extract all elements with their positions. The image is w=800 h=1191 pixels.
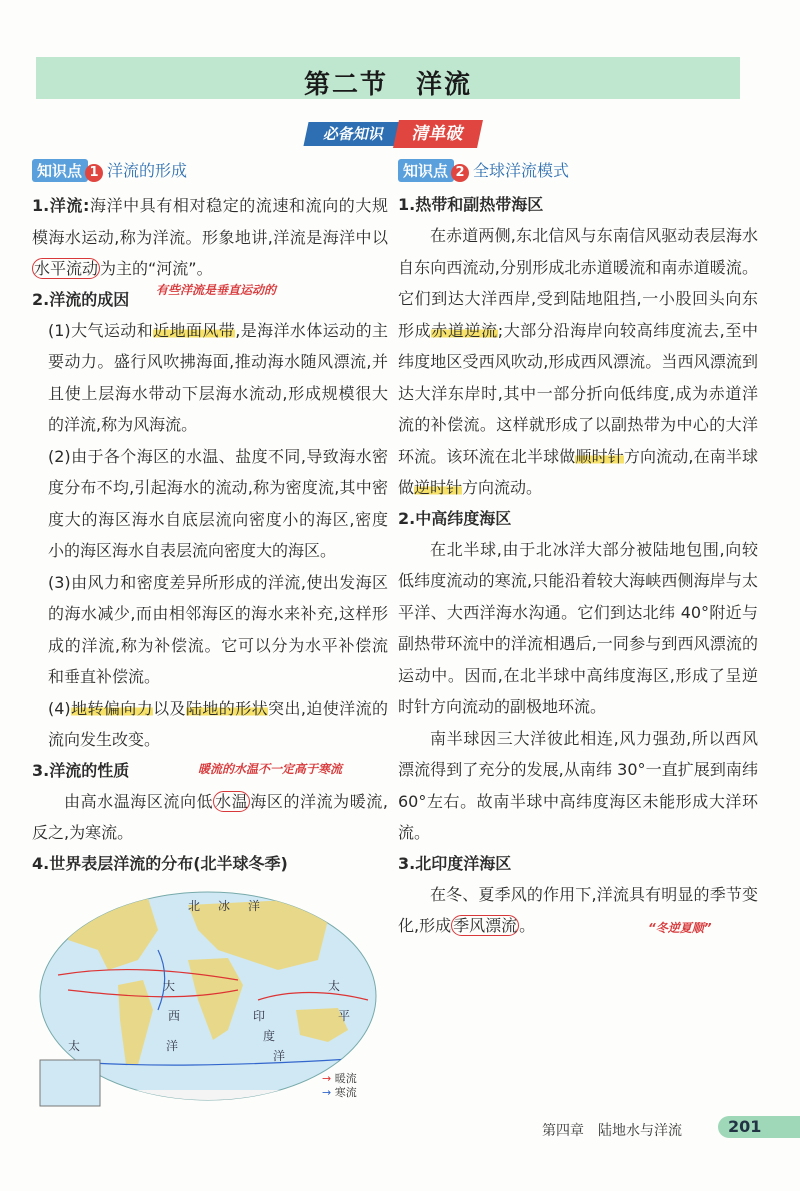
map-legend [322,1072,357,1100]
s2-p4-highlight1: 地转偏向力 [70,698,154,718]
map-label: 平 [338,1009,351,1023]
map-label: 大 [163,979,176,993]
chapter-footer: 第四章 陆地水与洋流 [542,1123,682,1139]
kp2-heading [398,158,758,184]
map-label: 度 [263,1029,276,1043]
r1-heading: 1.热带和副热带海区 [398,195,544,214]
map-label: 洋 [248,899,261,913]
r1-highlight3: 逆时针 [414,478,463,497]
s2-p4-highlight2: 陆地的形状 [185,698,269,718]
cold-arrow-icon: → [322,1086,332,1099]
s2-p2: (2)由于各个海区的水温、盐度不同,导致海水密度分布不均,引起海水的流动,称为密度流,其中密度大的海区海水自底层流向密度小的海区,密度小的海区海水自表层流向密度大的海区。 [48,446,388,560]
s2-p4-a: (4) [48,698,71,718]
inset-map [40,1060,100,1106]
s3-text-c: 海区的洋流为暖流,反之,为寒流。 [32,791,388,842]
map-label: 太 [68,1039,81,1053]
s2-p1 [32,315,388,441]
map-label: 太 [328,979,341,993]
warm-arrow-icon: → [322,1072,332,1085]
section-title-band [36,57,740,99]
badge-left: 必备知识 [303,122,404,146]
s2-p1-a: (1)大气运动和 [48,320,154,340]
s1-heading: 1.洋流: [32,196,90,215]
s2-p4 [32,693,388,756]
kp1-number: 1 [85,164,103,182]
right-column [398,158,758,942]
r2-heading: 2.中高纬度海区 [398,508,512,528]
section-title: 第二节 洋流 [303,70,472,100]
map-label: 洋 [166,1039,179,1053]
r2-para2: 南半球因三大洋彼此相连,风力强劲,所以西风漂流得到了充分的发展,从南纬 30°一直扩展到南纬 60°左右。故南半球中高纬度海区未能形成大洋环流。 [398,728,758,842]
r1-highlight2: 顺时针 [575,446,624,466]
r1-text-a: 在赤道两侧,东北信风与东南信风驱动表层海水自东向西流动,分别形成北赤道暖流和南赤道暖流。它们到达大洋西岸,受到陆地阻挡,一小股回头向东形成 [398,226,758,340]
left-column [32,158,388,879]
kp1-heading [32,158,388,184]
r3-text-a: 在冬、夏季风的作用下,洋流具有明显的季节变化,形成 [398,884,758,935]
s1-circled: 水平流动 [34,259,99,278]
page-number: 201 [718,1116,800,1138]
kp1-title: 洋流的形成 [107,161,188,180]
s2-handwritten-note: 有些洋流是垂直运动的 [156,282,277,297]
map-label: 北 [188,899,201,913]
map-label: 印 [253,1009,266,1023]
legend-warm: 暖流 [334,1072,357,1085]
kp2-title: 全球洋流模式 [473,161,570,180]
s1-text-a: 海洋中具有相对稳定的流速和流向的大规模海水运动,称为洋流。形象地讲,洋流是海洋中以 [32,196,388,247]
s2-p4-e: 突出,迫使洋流的流向发生改变。 [48,698,388,749]
s3-heading: 3.洋流的性质 [32,760,130,780]
s4-heading: 4.世界表层洋流的分布(北半球冬季) [32,853,288,873]
knowledge-badge [306,120,492,148]
s3-handwritten-note: 暖流的水温不一定高于寒流 [198,761,343,776]
s2-p4-c: 以及 [153,698,186,718]
r1-para [398,220,758,504]
r1-text-e: 方向流动,在南半球做 [398,446,758,497]
badge-right: 清单破 [393,120,483,148]
r1-highlight1: 赤道逆流 [431,320,498,340]
s2-p1-c: ,是海洋水体运动的主要动力。盛行风吹拂海面,推动海水随风漂流,并且使上层海水带动下层海水流动,形成规模很大的洋流,称为风海流。 [48,320,388,434]
s2-p1-highlight: 近地面风带 [153,320,236,340]
r1-text-c: ;大部分沿海岸向较高纬度流去,至中纬度地区受西风吹动,形成西风漂流。当西风漂流到达大洋东岸时,其中一部分折向低纬度,成为赤道洋流的补偿流。这样就形成了以副热带为中心的大洋环流。该环流在北半球做 [398,320,758,466]
s2-p3: (3)由风力和密度差异所形成的洋流,使出发海区的海水减少,而由相邻海区的海水来补充,这样形成的洋流,称为补偿流。它可以分为水平补偿流和垂直补偿流。 [48,572,388,686]
s1-text-c: 为主的“河流”。 [100,259,213,278]
r3-text-c: 。 [519,916,536,935]
s2-heading: 2.洋流的成因 [32,289,130,309]
map-label: 冰 [218,899,231,913]
map-label: 洋 [273,1049,286,1063]
map-label: 西 [168,1009,181,1023]
legend-warm-row [322,1072,357,1086]
kp2-tag: 知识点 [398,159,454,182]
s3-circled: 水温 [215,791,249,811]
r3-heading: 3.北印度洋海区 [398,853,512,873]
r1-text-g: 方向流动。 [462,478,543,497]
s1-para [32,190,388,285]
legend-cold: 寒流 [334,1086,357,1099]
r3-circled: 季风漂流 [453,916,518,935]
kp2-number: 2 [451,164,469,182]
s3-text-a: 由高水温海区流向低 [64,791,214,811]
kp1-tag: 知识点 [32,159,88,182]
legend-cold-row [322,1086,357,1100]
r3-handwritten-note: “冬逆夏顺” [648,920,712,935]
r2-para1: 在北半球,由于北冰洋大部分被陆地包围,向较低纬度流动的寒流,只能沿着较大海峡西侧海岸与太平洋、大西洋海水沟通。它们到达北纬 40°附近与副热带环流中的洋流相遇后,一同参与到西风漂流的运动中。因而,在北半球中高纬度海区,形成了呈逆时针方向流动的副极地环流。 [398,539,758,716]
s3-para [32,786,388,849]
